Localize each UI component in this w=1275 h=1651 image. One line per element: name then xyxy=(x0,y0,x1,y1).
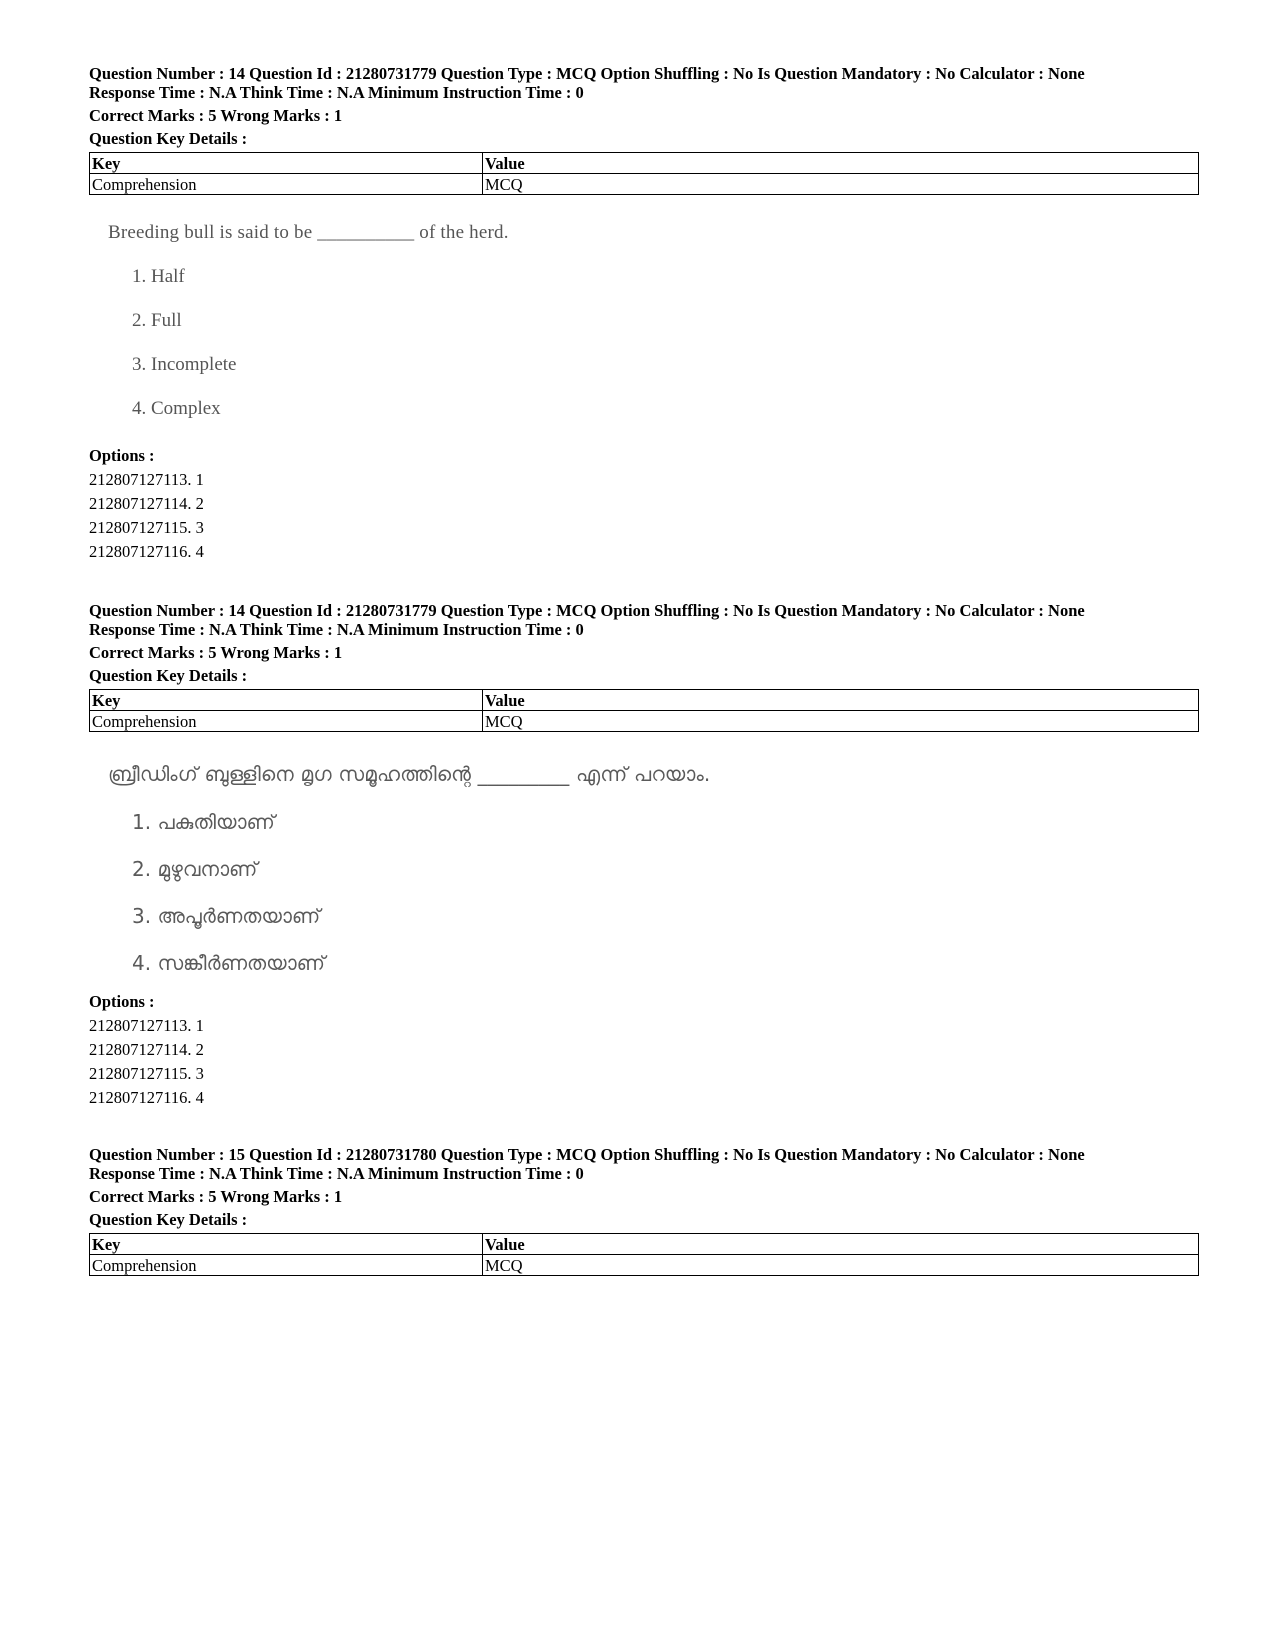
key-cell: Comprehension xyxy=(90,711,483,732)
question-key-table xyxy=(89,689,1199,732)
question-key-table xyxy=(89,152,1199,195)
option-item: 212807127113. 1 xyxy=(89,470,204,489)
options-title: Options : xyxy=(89,992,155,1011)
value-header-cell: Value xyxy=(483,690,1199,711)
key-header-cell: Key xyxy=(90,690,483,711)
question-key-details-title: Question Key Details : xyxy=(89,666,248,685)
question-key-details-title: Question Key Details : xyxy=(89,1210,248,1229)
question-marks: Correct Marks : 5 Wrong Marks : 1 xyxy=(89,1187,343,1206)
question-header-line2: Response Time : N.A Think Time : N.A Minimum Instruction Time : 0 xyxy=(89,1164,584,1183)
choice-3: 3. Incomplete xyxy=(132,354,237,375)
question-block-3 xyxy=(89,1145,1199,1276)
table-header-row xyxy=(90,690,1199,711)
options-list-1 xyxy=(89,444,1199,564)
choice-4: 4. സങ്കീർണതയാണ് xyxy=(132,951,325,975)
question-key-details-title: Question Key Details : xyxy=(89,129,248,148)
value-cell: MCQ xyxy=(483,711,1199,732)
choice-2: 2. മുഴുവനാണ് xyxy=(132,857,258,881)
option-item: 212807127114. 2 xyxy=(89,1040,204,1059)
options-title: Options : xyxy=(89,446,155,465)
choice-4: 4. Complex xyxy=(132,398,221,419)
table-row xyxy=(90,174,1199,195)
question-image-english xyxy=(108,222,668,422)
question-header-line1: Question Number : 14 Question Id : 21280731779 Question Type : MCQ Option Shuffling : No Is Question Mandatory : No Calculator : None xyxy=(89,64,1085,83)
table-row xyxy=(90,1255,1199,1276)
question-marks: Correct Marks : 5 Wrong Marks : 1 xyxy=(89,106,343,125)
key-cell: Comprehension xyxy=(90,174,483,195)
choice-1: 1. പകുതിയാണ് xyxy=(132,810,275,834)
table-row xyxy=(90,711,1199,732)
question-stem: ബ്രീഡിംഗ് ബുള്ളിനെ മൃഗ സമൂഹത്തിന്റെ _________ എന്ന് പറയാം. xyxy=(108,762,711,786)
option-item: 212807127114. 2 xyxy=(89,494,204,513)
option-item: 212807127115. 3 xyxy=(89,1064,204,1083)
choice-3: 3. അപൂർണതയാണ് xyxy=(132,904,321,928)
options-list-2 xyxy=(89,990,1199,1110)
question-header-line1: Question Number : 14 Question Id : 21280731779 Question Type : MCQ Option Shuffling : No Is Question Mandatory : No Calculator : None xyxy=(89,601,1085,620)
question-key-table xyxy=(89,1233,1199,1276)
choice-1: 1. Half xyxy=(132,266,185,287)
key-cell: Comprehension xyxy=(90,1255,483,1276)
table-header-row xyxy=(90,1234,1199,1255)
table-header-row xyxy=(90,153,1199,174)
question-image-malayalam xyxy=(108,762,828,982)
value-cell: MCQ xyxy=(483,1255,1199,1276)
question-block-2 xyxy=(89,601,1199,732)
question-header-line2: Response Time : N.A Think Time : N.A Minimum Instruction Time : 0 xyxy=(89,83,584,102)
question-stem: Breeding bull is said to be __________ of the herd. xyxy=(108,222,509,243)
value-header-cell: Value xyxy=(483,153,1199,174)
key-header-cell: Key xyxy=(90,153,483,174)
key-header-cell: Key xyxy=(90,1234,483,1255)
option-item: 212807127116. 4 xyxy=(89,1088,204,1107)
option-item: 212807127116. 4 xyxy=(89,542,204,561)
choice-2: 2. Full xyxy=(132,310,182,331)
option-item: 212807127115. 3 xyxy=(89,518,204,537)
value-cell: MCQ xyxy=(483,174,1199,195)
question-header-line2: Response Time : N.A Think Time : N.A Minimum Instruction Time : 0 xyxy=(89,620,584,639)
question-header-line1: Question Number : 15 Question Id : 21280731780 Question Type : MCQ Option Shuffling : No Is Question Mandatory : No Calculator : None xyxy=(89,1145,1085,1164)
question-block-1 xyxy=(89,64,1199,195)
value-header-cell: Value xyxy=(483,1234,1199,1255)
option-item: 212807127113. 1 xyxy=(89,1016,204,1035)
question-marks: Correct Marks : 5 Wrong Marks : 1 xyxy=(89,643,343,662)
